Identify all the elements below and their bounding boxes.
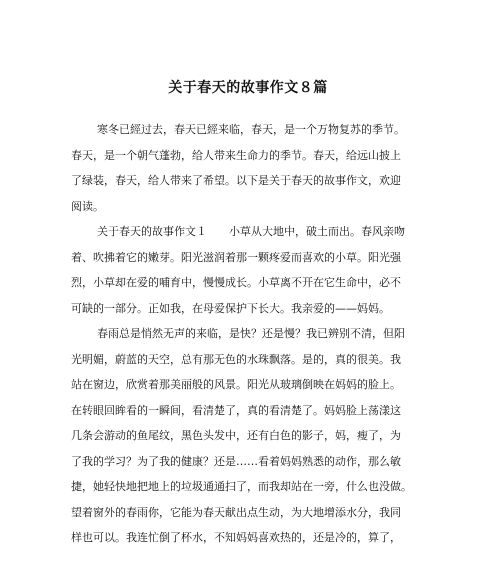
text-line: 春天，是一个朝气蓬勃，给人带来生命力的季节。春天，给远山披上 — [71, 148, 401, 162]
text-line: 烈，小草却在爱的哺育中，慢慢成长。小草离不开在它生命中，必不 — [71, 276, 401, 289]
text-line: 春雨总是悄然无声的来临，是快？还是慢？我已辨别不清，但阳 — [97, 327, 405, 340]
paragraph — [71, 219, 427, 321]
text-line: 望着窗外的春雨你，它能为春天献出点生动，为大地增添水分，我同 — [71, 505, 401, 519]
document-body — [71, 117, 427, 551]
text-line: 捷，她轻快地把地上的垃圾通通扫了，而我却站在一旁，什么也没做。 — [71, 480, 412, 493]
paragraph — [71, 321, 427, 551]
paragraph — [71, 117, 427, 219]
text-line: 关于春天的故事作文１ 小草从大地中，破土而出。春风亲吻 — [97, 225, 405, 238]
text-line: 站在窗边，欣赏着那美丽般的风景。阳光从玻璃倒映在妈妈的脸上。 — [71, 378, 401, 391]
text-line: 几条会游动的鱼尾纹，黑色头发中，还有白色的影子，妈，瘦了，为 — [71, 429, 401, 442]
text-line: 寒冬已經过去，春天已經来临，春天，是一个万物复苏的季节。 — [97, 123, 405, 136]
text-line: 可缺的一部分。正如我，在母爱保护下长大。我亲爱的——妈妈。 — [71, 301, 390, 315]
document-title: 关于春天的故事作文８篇 — [168, 80, 328, 96]
text-line: 阅读。 — [71, 199, 104, 213]
text-line: 了绿装，春天，给人带来了希望。以下是关于春天的故事作文，欢迎 — [71, 174, 401, 187]
text-line: 着、吹拂着它的嫩芽。阳光滋润着那一颗疼爱而喜欢的小草。阳光强 — [71, 250, 401, 264]
text-line: 光明媚，蔚蓝的天空，总有那无色的水珠飘落。是的，真的很美。我 — [71, 352, 401, 366]
text-line: 在转眼回眸看的一瞬间，看清楚了，真的看清楚了。妈妈脸上荡漾这 — [71, 403, 401, 417]
text-line: 了我的学习？为了我的健康？还是……看着妈妈熟悉的动作，那么敏 — [71, 454, 401, 468]
text-line: 样也可以。我连忙倒了杯水，不知妈妈喜欢热的，还是冷的，算了， — [71, 531, 401, 544]
